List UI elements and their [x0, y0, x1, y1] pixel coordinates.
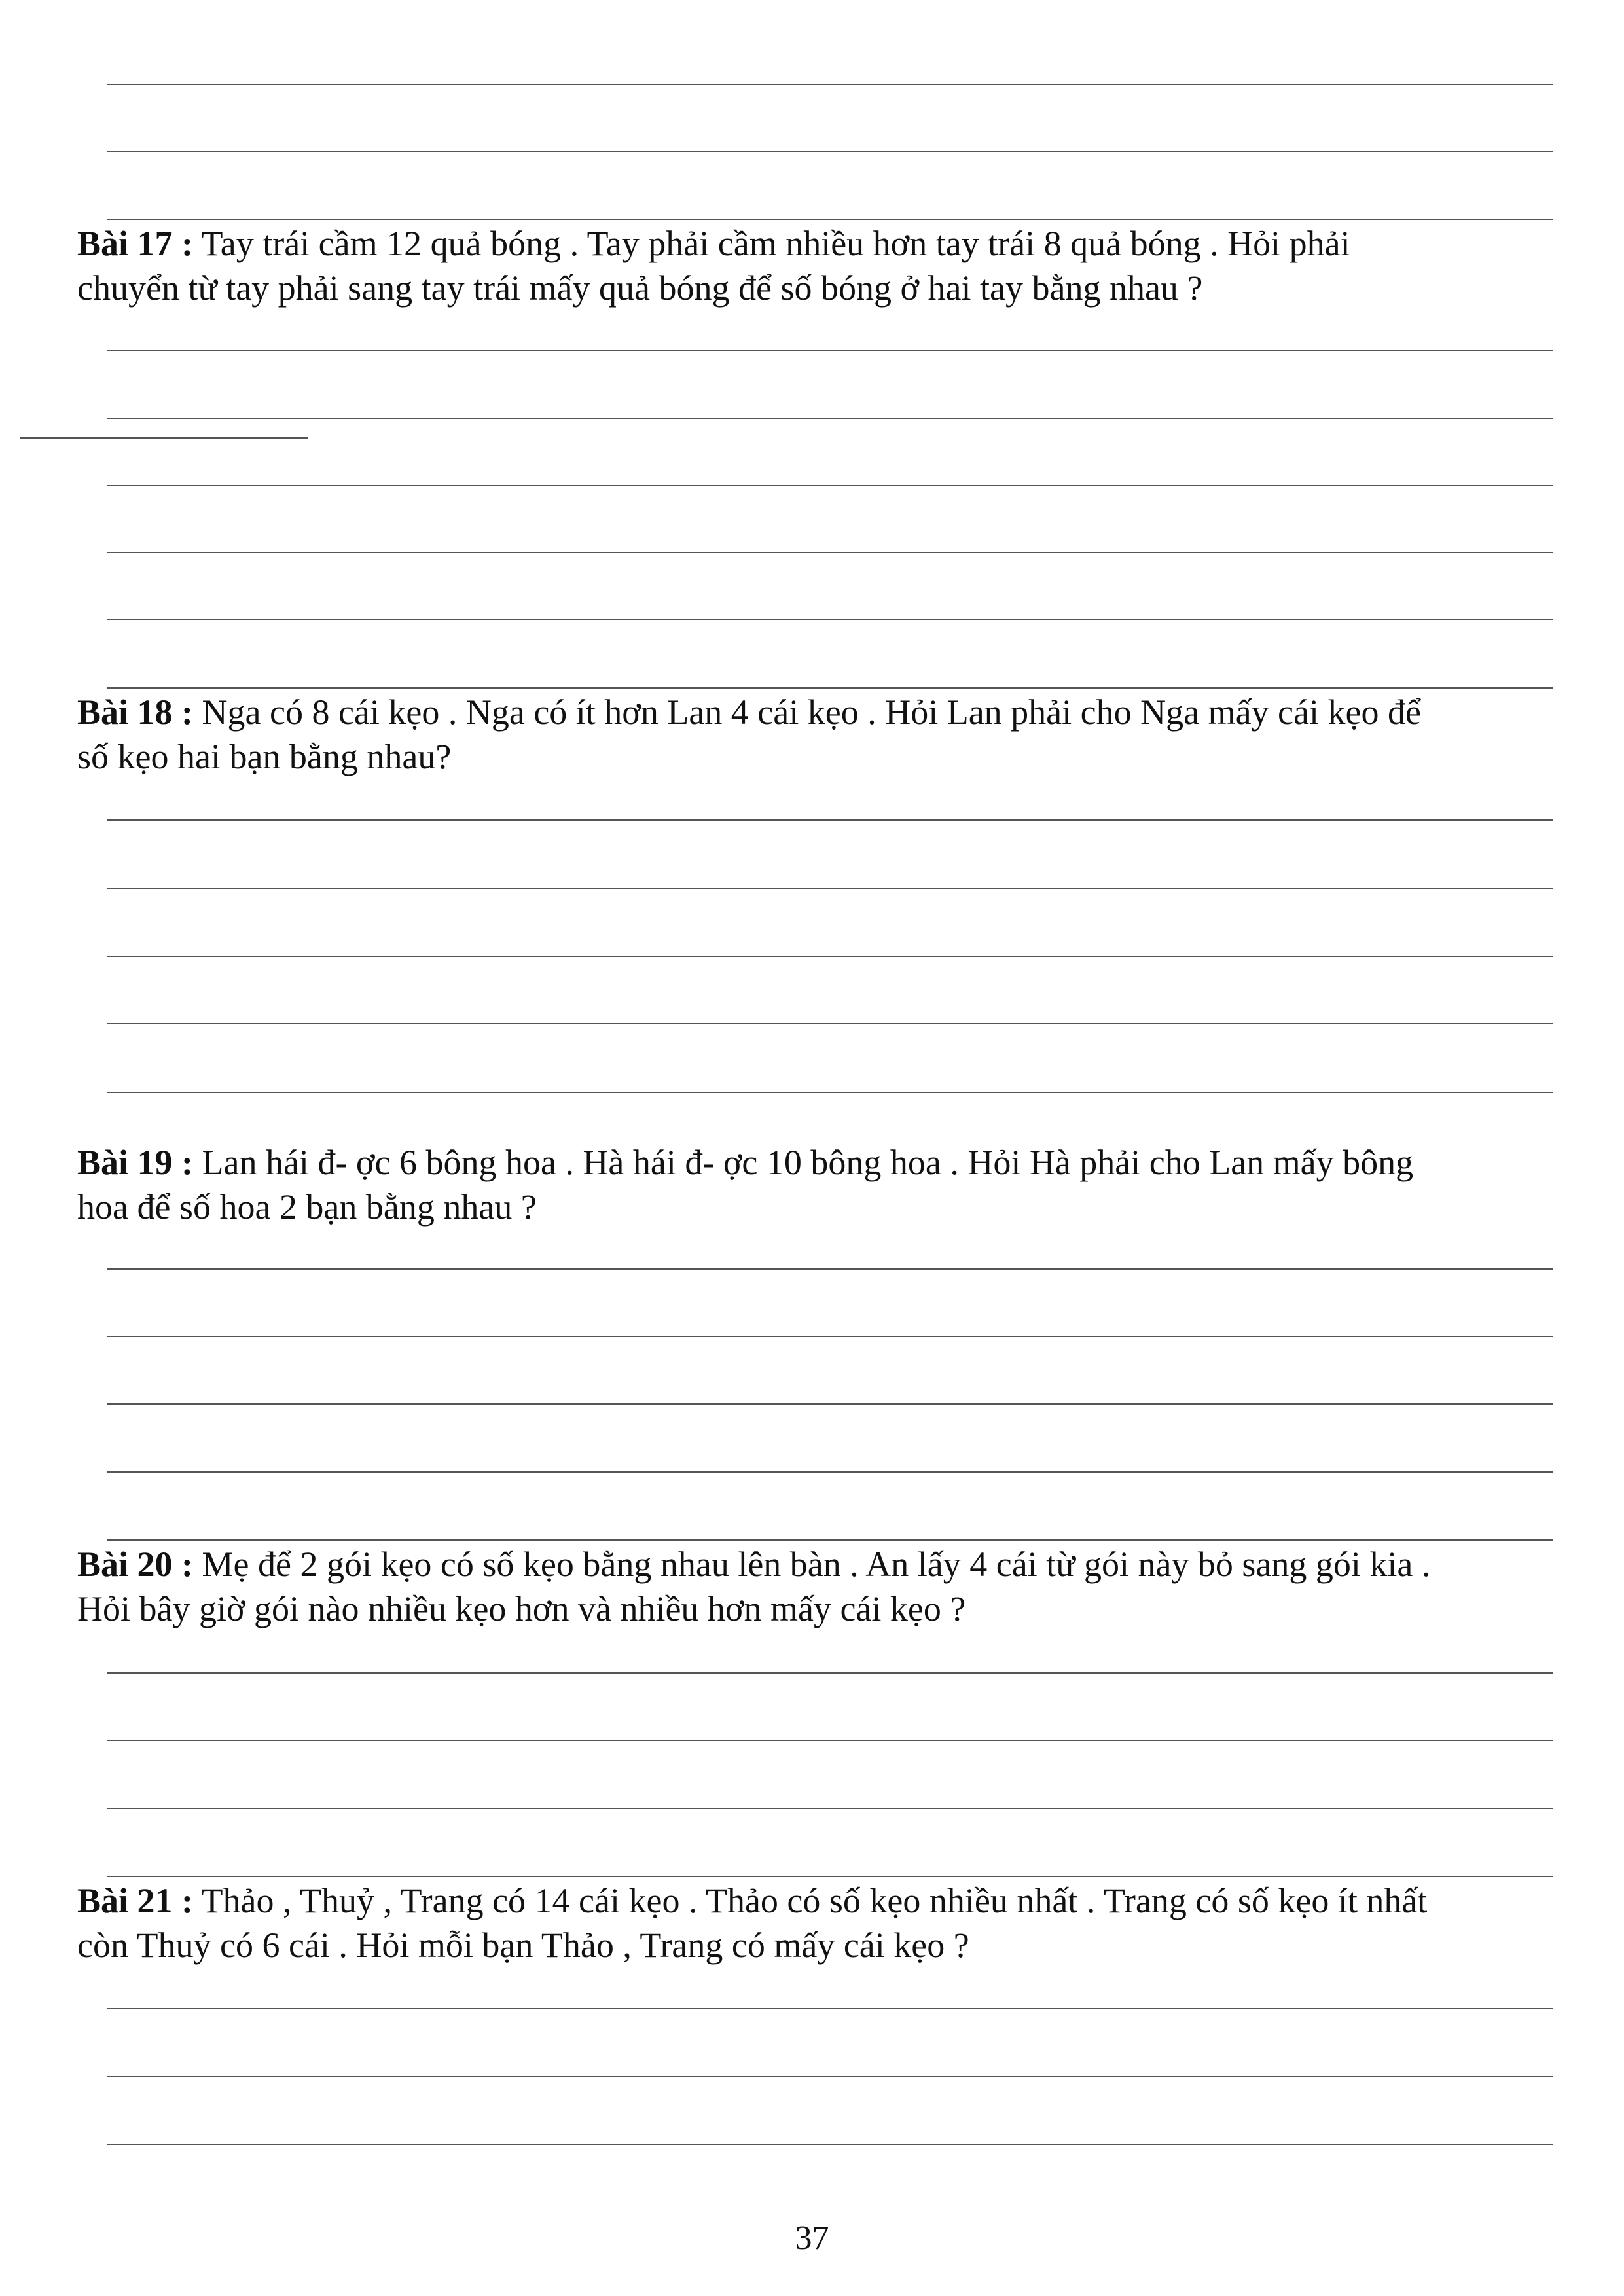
- answer-line[interactable]: [107, 687, 1553, 689]
- answer-line[interactable]: [107, 1268, 1553, 1270]
- problem-17-text-line-2: chuyển từ tay phải sang tay trái mấy quả bóng để số bóng ở hai tay bằng nhau ?: [77, 268, 1203, 308]
- problem-20-text-line-2: Hỏi bây giờ gói nào nhiều kẹo hơn và nhiều hơn mấy cái kẹo ?: [77, 1589, 966, 1628]
- answer-line[interactable]: [107, 2144, 1553, 2145]
- problem-20-text-line-1: Mẹ để 2 gói kẹo có số kẹo bằng nhau lên bàn . An lấy 4 cái từ gói này bỏ sang gói kia .: [193, 1545, 1431, 1584]
- problem-18: [77, 690, 1557, 779]
- problem-21-text-line-1: Thảo , Thuỷ , Trang có 14 cái kẹo . Thảo có số kẹo nhiều nhất . Trang có số kẹo ít nhất: [193, 1881, 1428, 1920]
- answer-line[interactable]: [107, 1092, 1553, 1093]
- problem-19-text-line-1: Lan hái đ- ợc 6 bông hoa . Hà hái đ- ợc 10 bông hoa . Hỏi Hà phải cho Lan mấy bông: [193, 1143, 1414, 1182]
- answer-line[interactable]: [107, 552, 1553, 553]
- answer-line[interactable]: [107, 350, 1553, 351]
- problem-17: [77, 221, 1557, 310]
- problem-18-text-line-2: số kẹo hai bạn bằng nhau?: [77, 737, 452, 776]
- answer-line[interactable]: [107, 485, 1553, 486]
- answer-line[interactable]: [107, 1471, 1553, 1473]
- answer-line[interactable]: [107, 1876, 1553, 1877]
- answer-line[interactable]: [107, 1403, 1553, 1405]
- problem-19-label: Bài 19 :: [77, 1143, 194, 1182]
- answer-line[interactable]: [107, 219, 1553, 220]
- problem-20: [77, 1542, 1557, 1631]
- answer-line[interactable]: [107, 1336, 1553, 1337]
- answer-line[interactable]: [107, 2076, 1553, 2077]
- problem-17-text-line-1: Tay trái cầm 12 quả bóng . Tay phải cầm nhiều hơn tay trái 8 quả bóng . Hỏi phải: [193, 224, 1350, 263]
- answer-line[interactable]: [107, 956, 1553, 957]
- page-number: 37: [795, 2219, 829, 2257]
- answer-line[interactable]: [107, 151, 1553, 152]
- problem-17-label: Bài 17 :: [77, 224, 194, 263]
- problem-21-text-line-2: còn Thuỷ có 6 cái . Hỏi mỗi bạn Thảo , Trang có mấy cái kẹo ?: [77, 1926, 969, 1965]
- problem-18-text-line-1: Nga có 8 cái kẹo . Nga có ít hơn Lan 4 cái kẹo . Hỏi Lan phải cho Nga mấy cái kẹo để: [193, 692, 1421, 732]
- problem-19: [77, 1140, 1557, 1229]
- problem-20-label: Bài 20 :: [77, 1545, 194, 1584]
- answer-line[interactable]: [107, 418, 1553, 419]
- answer-line[interactable]: [107, 2008, 1553, 2009]
- answer-line[interactable]: [107, 1740, 1553, 1741]
- problem-21: [77, 1878, 1557, 1967]
- answer-line[interactable]: [107, 888, 1553, 889]
- problem-21-label: Bài 21 :: [77, 1881, 194, 1920]
- answer-line[interactable]: [107, 1808, 1553, 1809]
- answer-line[interactable]: [107, 1672, 1553, 1674]
- answer-line[interactable]: [107, 1023, 1553, 1024]
- answer-line[interactable]: [107, 84, 1553, 85]
- answer-line[interactable]: [107, 819, 1553, 821]
- problem-19-text-line-2: hoa để số hoa 2 bạn bằng nhau ?: [77, 1187, 537, 1227]
- answer-line[interactable]: [107, 1539, 1553, 1541]
- problem-18-label: Bài 18 :: [77, 692, 194, 732]
- answer-line[interactable]: [107, 619, 1553, 620]
- margin-line: [20, 437, 308, 439]
